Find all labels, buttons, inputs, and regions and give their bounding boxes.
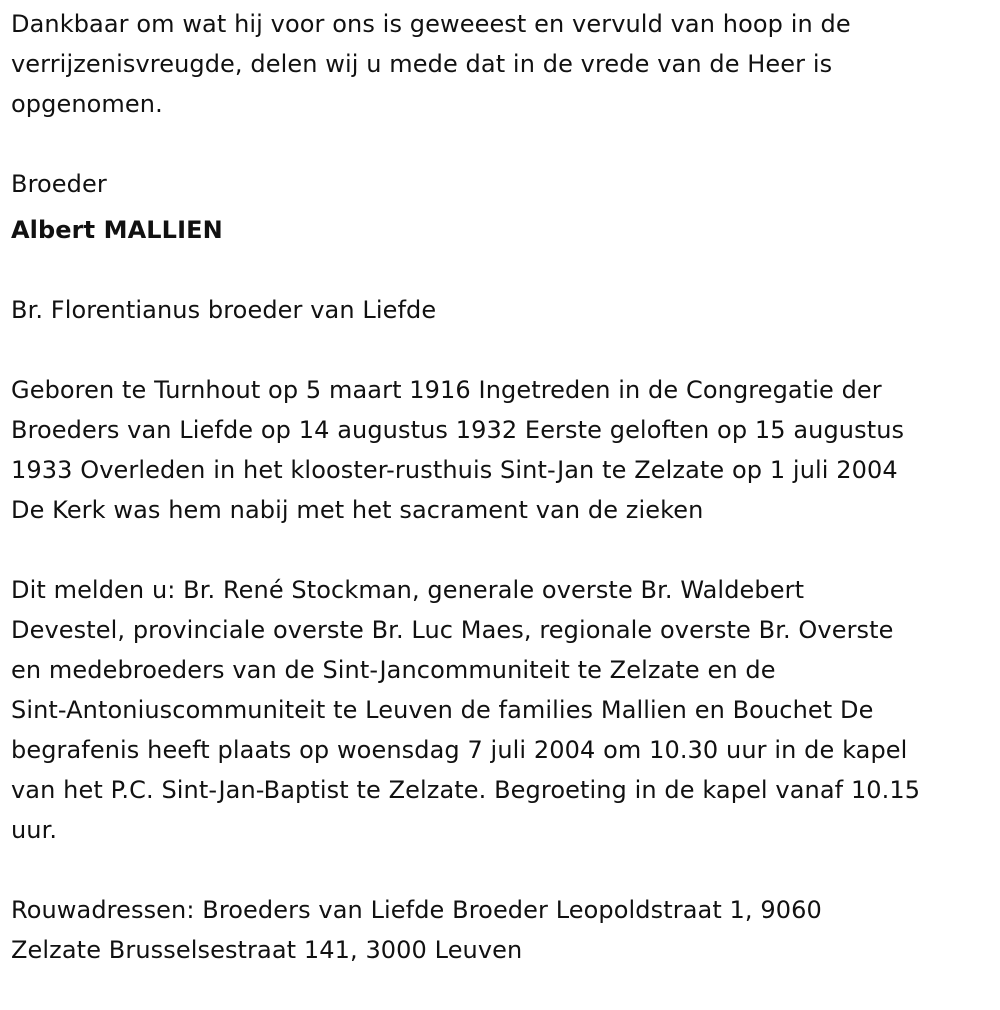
biography-line: De Kerk was hem nabij met het sacrament van de zieken bbox=[11, 496, 704, 524]
intro-line: verrijzenisvreugde, delen wij u mede dat in de vrede van de Heer is bbox=[11, 50, 833, 78]
announcement-line: Devestel, provinciale overste Br. Luc Maes, regionale overste Br. Overste bbox=[11, 616, 894, 644]
announcement-line: begrafenis heeft plaats op woensdag 7 juli 2004 om 10.30 uur in de kapel bbox=[11, 736, 908, 764]
biography-paragraph bbox=[11, 370, 996, 530]
announcement-line: Sint-Antoniuscommuniteit te Leuven de families Mallien en Bouchet De bbox=[11, 696, 874, 724]
address-line: Zelzate Brusselsestraat 141, 3000 Leuven bbox=[11, 936, 523, 964]
addresses-paragraph bbox=[11, 890, 996, 970]
intro-line: opgenomen. bbox=[11, 90, 163, 118]
intro-paragraph bbox=[11, 4, 996, 124]
obituary-document bbox=[11, 4, 996, 1010]
announcement-line: uur. bbox=[11, 816, 58, 844]
deceased-name: Albert MALLIEN bbox=[11, 216, 223, 244]
announcement-paragraph bbox=[11, 570, 996, 850]
address-line: Rouwadressen: Broeders van Liefde Broeder Leopoldstraat 1, 9060 bbox=[11, 896, 822, 924]
announcement-line: en medebroeders van de Sint-Jancommuniteit te Zelzate en de bbox=[11, 656, 776, 684]
biography-line: Geboren te Turnhout op 5 maart 1916 Ingetreden in de Congregatie der bbox=[11, 376, 882, 404]
biography-line: Broeders van Liefde op 14 augustus 1932 Eerste geloften op 15 augustus bbox=[11, 416, 905, 444]
title-prefix: Broeder bbox=[11, 170, 107, 198]
intro-line: Dankbaar om wat hij voor ons is geweeest en vervuld van hoop in de bbox=[11, 10, 851, 38]
announcement-line: van het P.C. Sint-Jan-Baptist te Zelzate. Begroeting in de kapel vanaf 10.15 bbox=[11, 776, 921, 804]
biography-line: 1933 Overleden in het klooster-rusthuis Sint-Jan te Zelzate op 1 juli 2004 bbox=[11, 456, 898, 484]
religious-name: Br. Florentianus broeder van Liefde bbox=[11, 296, 437, 324]
announcement-line: Dit melden u: Br. René Stockman, generale overste Br. Waldebert bbox=[11, 576, 805, 604]
